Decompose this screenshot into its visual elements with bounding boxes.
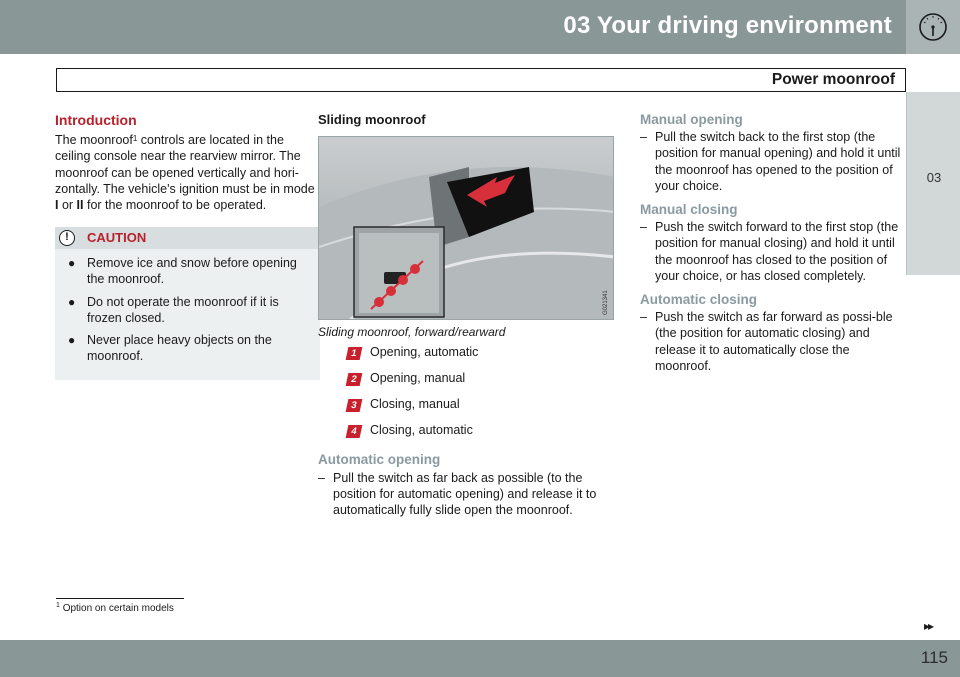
section-title: Power moonroof xyxy=(771,71,895,88)
legend-item xyxy=(318,396,614,422)
caution-item: ● Do not operate the moonroof if it is frozen closed. xyxy=(68,294,279,325)
caution-title: CAUTION xyxy=(87,230,147,246)
image-code: G021341 xyxy=(603,290,609,316)
header-band xyxy=(0,0,960,54)
automatic-opening-step: – Pull the switch as far back as possible (to the position for automatic opening) and release it to automatically fully slide open the moonroof. xyxy=(318,470,597,518)
chapter-icon-box xyxy=(906,0,960,54)
gauge-icon xyxy=(918,12,948,42)
footnote-rule xyxy=(56,598,184,599)
legend-label: Opening, manual xyxy=(370,371,466,386)
manual-closing-step: – Push the switch forward to the first stop (the position for manual closing) and hold it until the moonroof has closed to the position of your choice, or has closed completely. xyxy=(640,220,899,283)
manual-opening-step: – Pull the switch back to the first stop (the position for manual opening) and hold it until the moonroof has opened to the position of your choice. xyxy=(640,130,901,193)
page-number: 115 xyxy=(920,648,948,667)
legend-number: 3 xyxy=(346,399,363,412)
automatic-opening-heading: Automatic opening xyxy=(318,452,441,468)
legend-item xyxy=(318,344,614,370)
legend-number: 1 xyxy=(346,347,363,360)
manual-closing-heading: Manual closing xyxy=(640,202,738,218)
manual-opening-heading: Manual opening xyxy=(640,112,743,127)
legend-number: 2 xyxy=(346,373,363,386)
caution-item: ● Remove ice and snow before opening the moonroof. xyxy=(68,256,297,287)
warning-icon: ! xyxy=(59,230,75,246)
legend-label: Opening, automatic xyxy=(370,345,479,360)
introduction-text: The moonroof$^1$ controls are located in the ceiling console near the rearview mirror. The moonroof can be opened vertically and hori-zontally. The vehicle's ignition must be in mode I or II for the moonroof to be operated. xyxy=(55,133,315,213)
legend-label: Closing, automatic xyxy=(370,423,473,438)
figure-caption: Sliding moonroof, forward/rearward xyxy=(318,325,506,340)
column-operations xyxy=(640,112,905,382)
column-sliding-moonroof xyxy=(318,112,614,518)
legend-item xyxy=(318,370,614,396)
column-introduction xyxy=(55,112,320,380)
moonroof-illustration xyxy=(318,136,614,320)
chapter-title: 03 Your driving environment xyxy=(563,12,892,39)
legend-label: Closing, manual xyxy=(370,397,460,412)
side-tab-label: 03 xyxy=(926,170,942,185)
introduction-heading: Introduction xyxy=(55,112,137,128)
legend-item xyxy=(318,422,614,448)
automatic-closing-block xyxy=(640,292,905,374)
manual-closing-block xyxy=(640,202,905,284)
caution-item: ● Never place heavy objects on the moonroof. xyxy=(68,333,272,364)
chapter-side-tab[interactable] xyxy=(906,92,960,275)
moonroof-drawing xyxy=(319,137,614,320)
manual-opening-block xyxy=(640,112,905,194)
automatic-closing-heading: Automatic closing xyxy=(640,292,758,308)
footer-band xyxy=(0,640,960,677)
caution-header xyxy=(55,227,320,249)
sliding-heading: Sliding moonroof xyxy=(318,112,426,127)
legend-number: 4 xyxy=(346,425,363,438)
footnote-ref: 1 xyxy=(132,134,138,144)
caution-list xyxy=(55,249,320,364)
next-page-arrows[interactable]: ▸▸ xyxy=(924,619,933,633)
footnote: $^1$ Option on certain models xyxy=(56,602,174,614)
section-bar xyxy=(56,68,906,92)
caution-box xyxy=(55,227,320,380)
automatic-closing-step: – Push the switch as far forward as possi-ble (the position for automatic closing) and release it to automatically close the moonroof. xyxy=(640,310,893,373)
